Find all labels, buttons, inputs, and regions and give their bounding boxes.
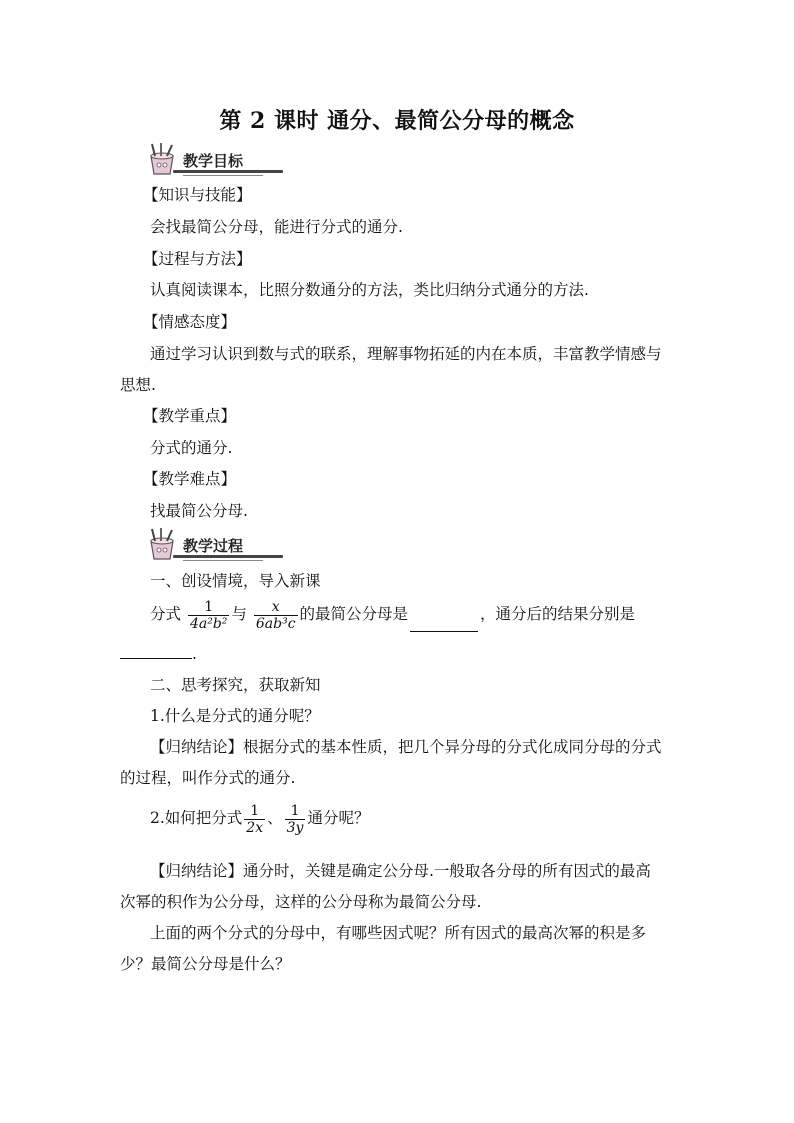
answer-blank-2[interactable] [120,644,192,659]
q1-suffix: ，通分后的结果分别是 [480,605,636,623]
section-2-heading: 二、思考探究，获取新知 [150,676,321,694]
conclusion-2-line1: 【归纳结论】通分时，关键是确定公分母.一般取各分母的所有因式的最高 [150,862,651,880]
key-text: 分式的通分. [150,439,233,457]
process-text: 认真阅读课本，比照分数通分的方法，类比归纳分式通分的方法. [150,281,589,299]
section-1-heading: 一、创设情境，导入新课 [150,572,321,590]
fraction-b-denominator: 6ab³c [255,615,296,632]
process-heading: 【过程与方法】 [143,250,252,268]
fraction-a [188,599,229,632]
q1-end: . [192,645,197,663]
banner-rule [173,170,283,173]
fraction-d-denominator: 3y [286,819,304,836]
fraction-c [244,803,265,836]
fraction-b-numerator: x [271,598,280,615]
fraction-a-numerator: 1 [204,598,214,615]
emotion-text-line2: 思想. [120,376,156,394]
emotion-text-line1: 通过学习认识到数与式的联系，理解事物拓延的内在本质，丰富教学情感与 [150,345,662,363]
item2-suffix: 通分呢？ [307,809,370,827]
difficulty-heading: 【教学难点】 [143,470,237,488]
paragraph-line2: 少？最简公分母是什么？ [120,955,291,973]
paragraph-line1: 上面的两个分式的分母中，有哪些因式呢？所有因式的最高次幂的积是多 [150,924,647,942]
item2-separator: 、 [267,809,283,827]
process-banner-label: 教学过程 [183,537,244,555]
q1-mid: 的最简公分母是 [299,605,409,623]
banner-rule-thin [183,175,263,176]
fraction-d [285,803,306,836]
answer-blank-1[interactable] [410,617,478,632]
key-heading: 【教学重点】 [143,407,237,425]
conclusion-1-line1: 【归纳结论】根据分式的基本性质，把几个异分母的分式化成同分母的分式 [150,738,662,756]
knowledge-heading: 【知识与技能】 [143,186,252,204]
q1-and: 与 [231,605,247,623]
knowledge-text: 会找最简公分母，能进行分式的通分. [150,218,403,236]
fraction-c-numerator: 1 [250,802,260,819]
item-2 [150,800,369,842]
process-banner [143,527,278,561]
emotion-heading: 【情感态度】 [143,313,237,331]
item2-prefix: 2.如何把分式 [150,809,243,827]
conclusion-2-line2: 次幂的积作为公分母，这样的公分母称为最简公分母. [120,893,482,911]
fraction-a-denominator: 4a²b² [189,615,228,632]
fraction-d-numerator: 1 [290,802,300,819]
banner-rule-thin [183,560,263,561]
objectives-banner-label: 教学目标 [183,152,244,170]
difficulty-text: 找最简公分母. [150,502,248,520]
objectives-banner [143,142,278,176]
fraction-b [254,599,298,632]
conclusion-1-line2: 的过程，叫作分式的通分. [120,769,296,787]
question-1 [150,596,635,636]
item-1: 1.什么是分式的通分呢？ [150,707,320,725]
fraction-c-denominator: 2x [246,819,264,836]
banner-rule [173,555,283,558]
question-1-continued [120,644,197,664]
page-title: 第 2 课时 通分、最简公分母的概念 [219,108,575,134]
q1-prefix: 分式 [150,605,182,623]
